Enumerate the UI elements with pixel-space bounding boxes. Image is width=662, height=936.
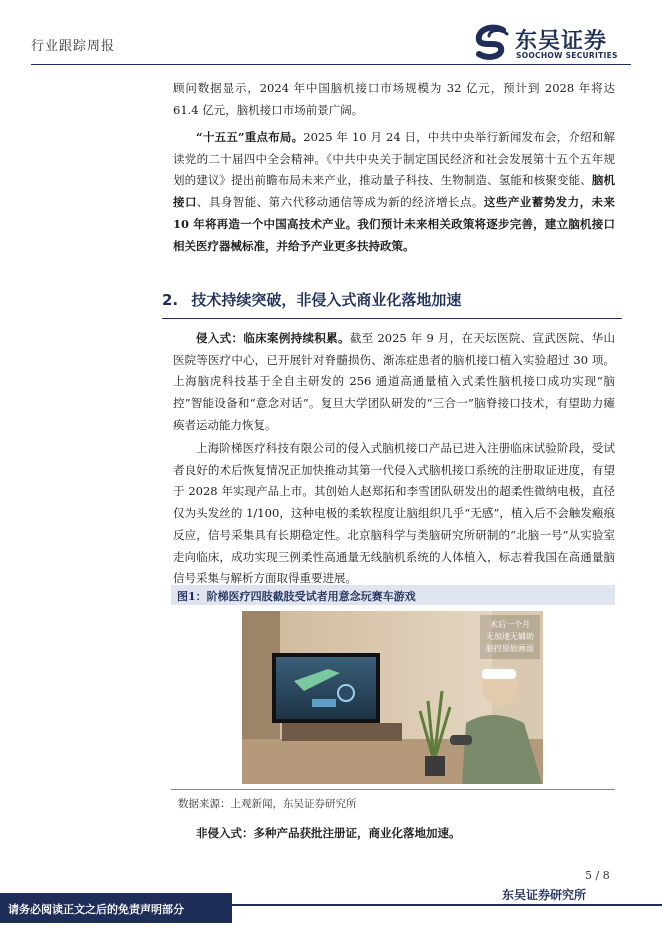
overlay-line-2: 无加速无辅助 [486,632,534,641]
noninvasive-heading: 非侵入式：多种产品获批注册证，商业化落地加速。 [196,826,461,840]
15th-plan-conclusion: 这些产业蓄势发力，未来 10 年将再造一个中国高技术产业。我们预计未来相关政策将逐步完善，建立脑机接口相关医疗器械标准，并给予产业更多扶持政策。 [173,195,616,253]
overlay-line-3: 脑控原始画面 [486,644,534,653]
page-number: 5 / 8 [585,869,610,882]
figure-photo [242,611,543,784]
footer-disclaimer: 请务必阅读正文之后的免责声明部分 [8,903,184,916]
15th-plan-lead: “十五五”重点布局。 [196,130,304,144]
company-logo [473,22,623,62]
footer-disclaimer-band [0,893,232,923]
15th-plan-text: 2025 年 10 月 24 日，中共中央举行新闻发布会，介绍和解读党的二十届四中全会精神。《中共中央关于制定国民经济和社会发展第十五个五年规划的建议》提出前瞻布局未来产业，推动量子科技、生物制造、氢能和核聚变能、 [173,130,615,188]
section-divider [162,318,622,319]
invasive-text-1: 截至 2025 年 9 月，在天坛医院、宣武医院、华山医院等医疗中心，已开展针对脊髓损伤、渐冻症患者的脑机接口植入实验超过 30 项。上海脑虎科技基于全自主研发的 256 通道高通量植入式柔性脑机接口成功实现“脑控”智能设备和“意念对话”。复旦大学团队研发的“三合一”脑脊接口技术，有望助力瘫痪者运动能力恢复。 [173,331,616,432]
figure-title-bar [171,585,615,605]
paragraph-invasive-clinical [173,328,615,437]
photo-illustration [242,611,543,784]
paragraph-15th-plan [173,127,615,257]
footer-institute: 东吴证券研究所 [502,888,587,902]
figure-bottom-rule [171,789,615,790]
footer-divider [232,904,662,906]
paragraph-invasive-companies [173,438,615,590]
invasive-lead: 侵入式：临床案例持续积累。 [196,331,350,345]
header-divider [31,64,631,65]
section-heading [162,289,622,310]
section-number: 2. [162,291,179,309]
section-title: 技术持续突破，非侵入式商业化落地加速 [191,291,462,309]
figure-source: 数据来源：上观新闻，东吴证券研究所 [178,798,357,810]
report-type-label: 行业跟踪周报 [31,39,116,54]
bci-keyword: 脑机接口 [173,173,616,210]
invasive-text-2: 上海阶梯医疗科技有限公司的侵入式脑机接口产品已进入注册临床试验阶段，受试者良好的术后恢复情况正加快推动其第一代侵入式脑机接口系统的注册取证进度，有望于 2028 年实现产品上市。其创始人赵郑拓和李雪团队研发出的超柔性微纳电极，直径仅为头发丝的 1/100，这种电极的柔软程度让脑组织几乎“无感”，植入后不会触发瘢痕反应，信号采集具有长期稳定性。北京脑科学与类脑研究所研制的“北脑一号”从实验室走向临床，成功实现三例柔性高通量无线脑机系统的人体植入，标志着我国在高通量脑信号采集与解析方面取得重要进展。 [173,441,615,586]
overlay-line-1: 术后一个月 [490,620,530,629]
figure-title: 图1：阶梯医疗四肢截肢受试者用意念玩赛车游戏 [177,590,416,603]
paragraph-market-size [173,78,615,121]
logo-chinese-name: 东吴证券 [515,29,608,54]
15th-plan-text-b: 、具身智能、第六代移动通信等成为新的经济增长点。 [196,195,484,210]
market-size-text: 顾问数据显示，2024 年中国脑机接口市场规模为 32 亿元，预计到 2028 年将达 61.4 亿元，脑机接口市场前景广阔。 [173,81,615,117]
soochow-logo-icon [473,24,511,60]
logo-english-name: SOOCHOW SECURITIES [516,51,618,60]
